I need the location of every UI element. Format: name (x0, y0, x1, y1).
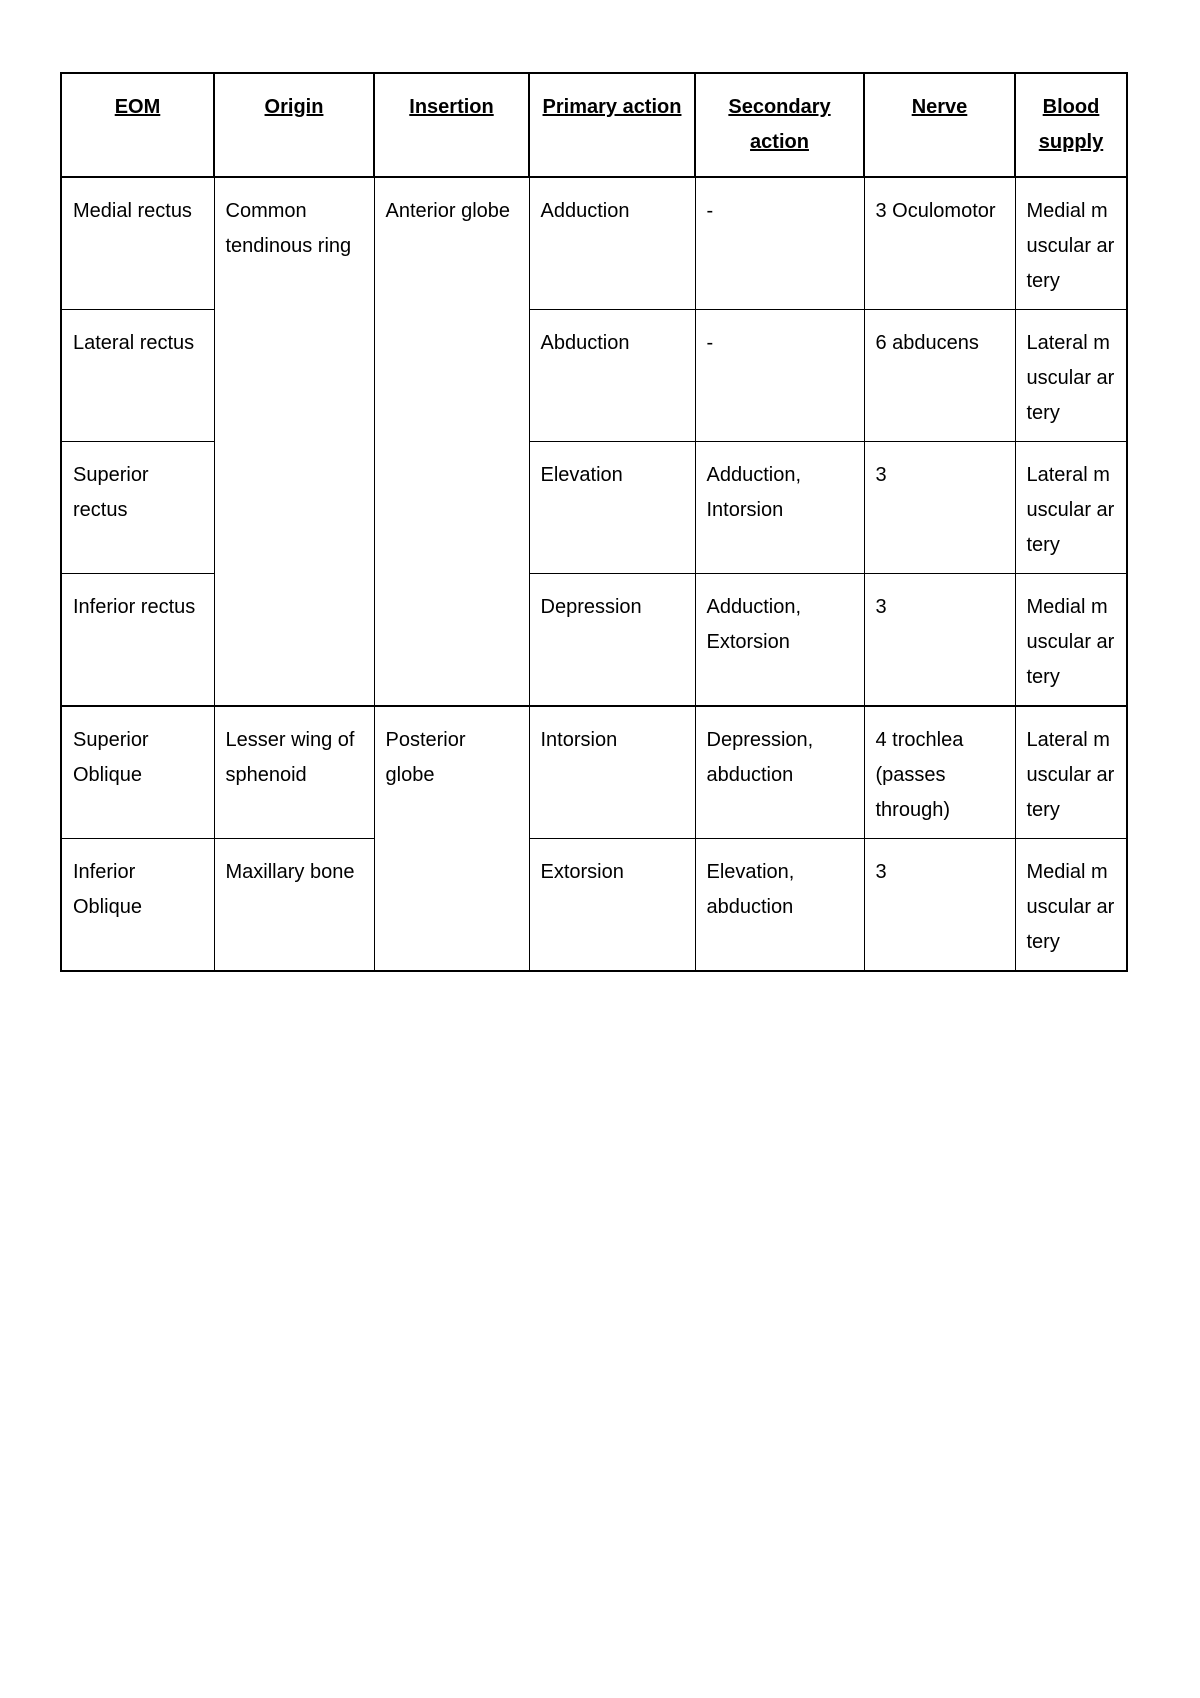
cell-secondary-action: - (695, 310, 864, 442)
cell-origin: Common tendinous ring (214, 177, 374, 706)
table-row (61, 177, 1127, 310)
cell-eom: Medial rectus (61, 177, 214, 310)
cell-eom: Inferior rectus (61, 574, 214, 707)
cell-nerve: 4 trochlea (passes through) (864, 706, 1015, 839)
cell-primary-action: Adduction (529, 177, 695, 310)
header-origin: Origin (214, 73, 374, 177)
cell-eom: Lateral rectus (61, 310, 214, 442)
cell-blood-supply: Medial muscular artery (1015, 574, 1127, 707)
cell-nerve: 3 Oculomotor (864, 177, 1015, 310)
cell-primary-action: Depression (529, 574, 695, 707)
cell-primary-action: Elevation (529, 442, 695, 574)
cell-eom: Inferior Oblique (61, 839, 214, 972)
cell-origin: Lesser wing of sphenoid (214, 706, 374, 839)
header-secondary-action: Secondary action (695, 73, 864, 177)
cell-blood-supply: Lateral muscular artery (1015, 706, 1127, 839)
cell-eom: Superior rectus (61, 442, 214, 574)
cell-blood-supply: Medial muscular artery (1015, 839, 1127, 972)
table-row (61, 839, 1127, 972)
cell-primary-action: Extorsion (529, 839, 695, 972)
cell-secondary-action: Adduction, Extorsion (695, 574, 864, 707)
cell-nerve: 3 (864, 442, 1015, 574)
header-insertion: Insertion (374, 73, 529, 177)
cell-blood-supply: Lateral muscular artery (1015, 442, 1127, 574)
table-row (61, 706, 1127, 839)
header-blood-supply: Blood supply (1015, 73, 1127, 177)
extraocular-muscles-table (60, 72, 1128, 972)
cell-origin: Maxillary bone (214, 839, 374, 972)
cell-eom: Superior Oblique (61, 706, 214, 839)
cell-secondary-action: - (695, 177, 864, 310)
header-row (61, 73, 1127, 177)
table-header (61, 73, 1127, 177)
cell-nerve: 6 abducens (864, 310, 1015, 442)
header-eom: EOM (61, 73, 214, 177)
table-body (61, 177, 1127, 971)
cell-insertion: Posterior globe (374, 706, 529, 971)
cell-nerve: 3 (864, 839, 1015, 972)
cell-primary-action: Intorsion (529, 706, 695, 839)
cell-blood-supply: Medial muscular artery (1015, 177, 1127, 310)
cell-secondary-action: Depression, abduction (695, 706, 864, 839)
cell-secondary-action: Adduction, Intorsion (695, 442, 864, 574)
header-nerve: Nerve (864, 73, 1015, 177)
cell-blood-supply: Lateral muscular artery (1015, 310, 1127, 442)
cell-secondary-action: Elevation, abduction (695, 839, 864, 972)
header-primary-action: Primary action (529, 73, 695, 177)
cell-insertion: Anterior globe (374, 177, 529, 706)
cell-primary-action: Abduction (529, 310, 695, 442)
cell-nerve: 3 (864, 574, 1015, 707)
